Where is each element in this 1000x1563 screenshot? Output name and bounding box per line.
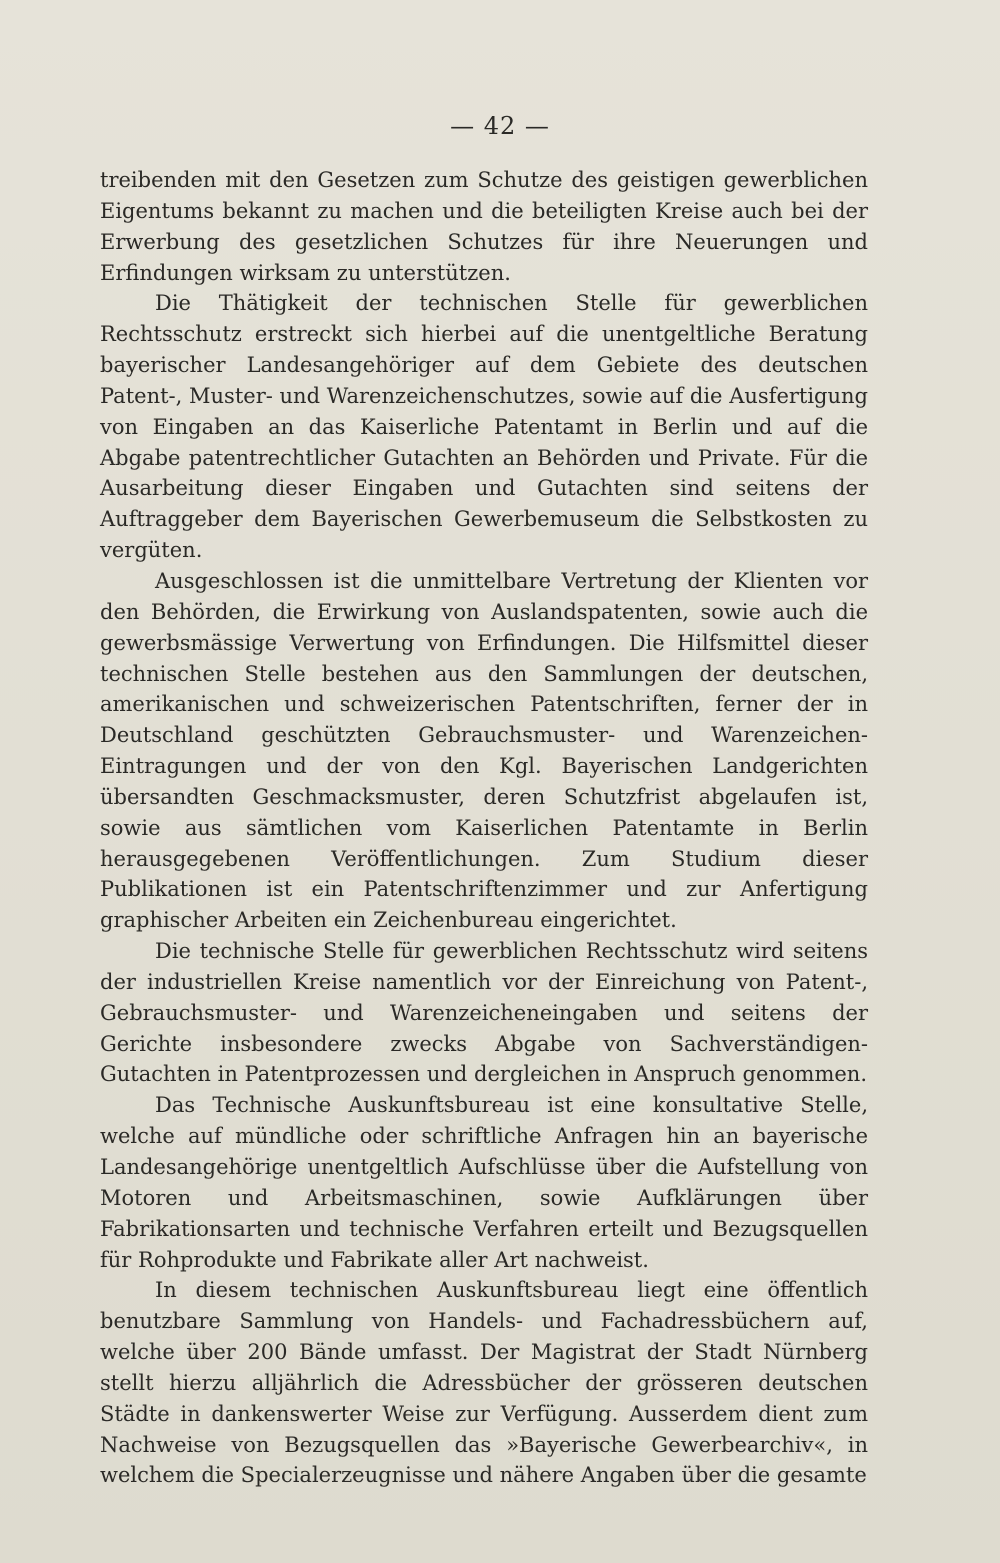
paragraph-technische-stelle: Die technische Stelle für gewerblichen Rechtsschutz wird seitens der industriellen Kreise namentlich vor der Einreichung von Patent-, Gebrauchsmuster- und Warenzeicheneingaben und seitens der Gerichte insbesondere zwecks Abgabe von Sachverständigen-Gutachten in Patentprozessen und dergleichen in Anspruch genommen. [100, 939, 868, 1087]
paragraph-adressbuecher: In diesem technischen Auskunftsbureau liegt eine öffentlich benutzbare Sammlung von Handels- und Fachadressbüchern auf, welche über 200 Bände umfasst. Der Magistrat der Stadt Nürnberg stellt hierzu alljährlich die Adressbücher der grösseren deutschen Städte in dankenswerter Weise zur Verfügung. Ausserdem dient zum Nachweise von Bezugsquellen das »Bayerische Gewerbearchiv«, in welchem die Specialerzeugnisse und nähere Angaben über die gesamte [100, 1278, 868, 1488]
page-number: — 42 — [450, 112, 550, 140]
body-text [100, 165, 868, 1491]
paragraph-ausgeschlossen: Ausgeschlossen ist die unmittelbare Vertretung der Klienten vor den Behörden, die Erwirkung von Auslandspatenten, sowie auch die gewerbsmässige Verwertung von Erfindungen. Die Hilfsmittel dieser technischen Stelle bestehen aus den Sammlungen der deutschen, amerikanischen und schweizerischen Patentschriften, ferner der in Deutschland geschützten Gebrauchsmuster- und Warenzeichen-Eintragungen und der von den Kgl. Bayerischen Landgerichten übersandten Geschmacksmuster, deren Schutzfrist abgelaufen ist, sowie aus sämtlichen vom Kaiserlichen Patentamte in Berlin herausgegebenen Veröffentlichungen. Zum Studium dieser Publikationen ist ein Patentschriftenzimmer und zur Anfertigung graphischer Arbeiten ein Zeichenbureau eingerichtet. [100, 568, 868, 933]
paragraph-rechtsschutz-taetigkeit: Die Thätigkeit der technischen Stelle für gewerblichen Rechtsschutz erstreckt sich hierbei auf die unentgeltliche Beratung bayerischer Landesangehöriger auf dem Gebiete des deutschen Patent-, Muster- und Warenzeichenschutzes, sowie auf die Ausfertigung von Eingaben an das Kaiserliche Patentamt in Berlin und auf die Abgabe patentrechtlicher Gutachten an Behörden und Private. Für die Ausarbeitung dieser Eingaben und Gutachten sind seitens der Auftraggeber dem Bayerischen Gewerbemuseum die Selbstkosten zu vergüten. [100, 291, 868, 563]
paragraph-continuation: treibenden mit den Gesetzen zum Schutze des geistigen gewerblichen Eigentums bekannt zu machen und die beteiligten Kreise auch bei der Erwerbung des gesetzlichen Schutzes für ihre Neuerungen und Erfindungen wirksam zu unterstützen. [100, 168, 868, 285]
paragraph-auskunftsbureau: Das Technische Auskunftsbureau ist eine konsultative Stelle, welche auf mündliche oder schriftliche Anfragen hin an bayerische Landesangehörige unentgeltlich Aufschlüsse über die Aufstellung von Motoren und Arbeitsmaschinen, sowie Aufklärungen über Fabrikationsarten und technische Verfahren erteilt und Bezugsquellen für Rohprodukte und Fabrikate aller Art nachweist. [100, 1093, 868, 1272]
